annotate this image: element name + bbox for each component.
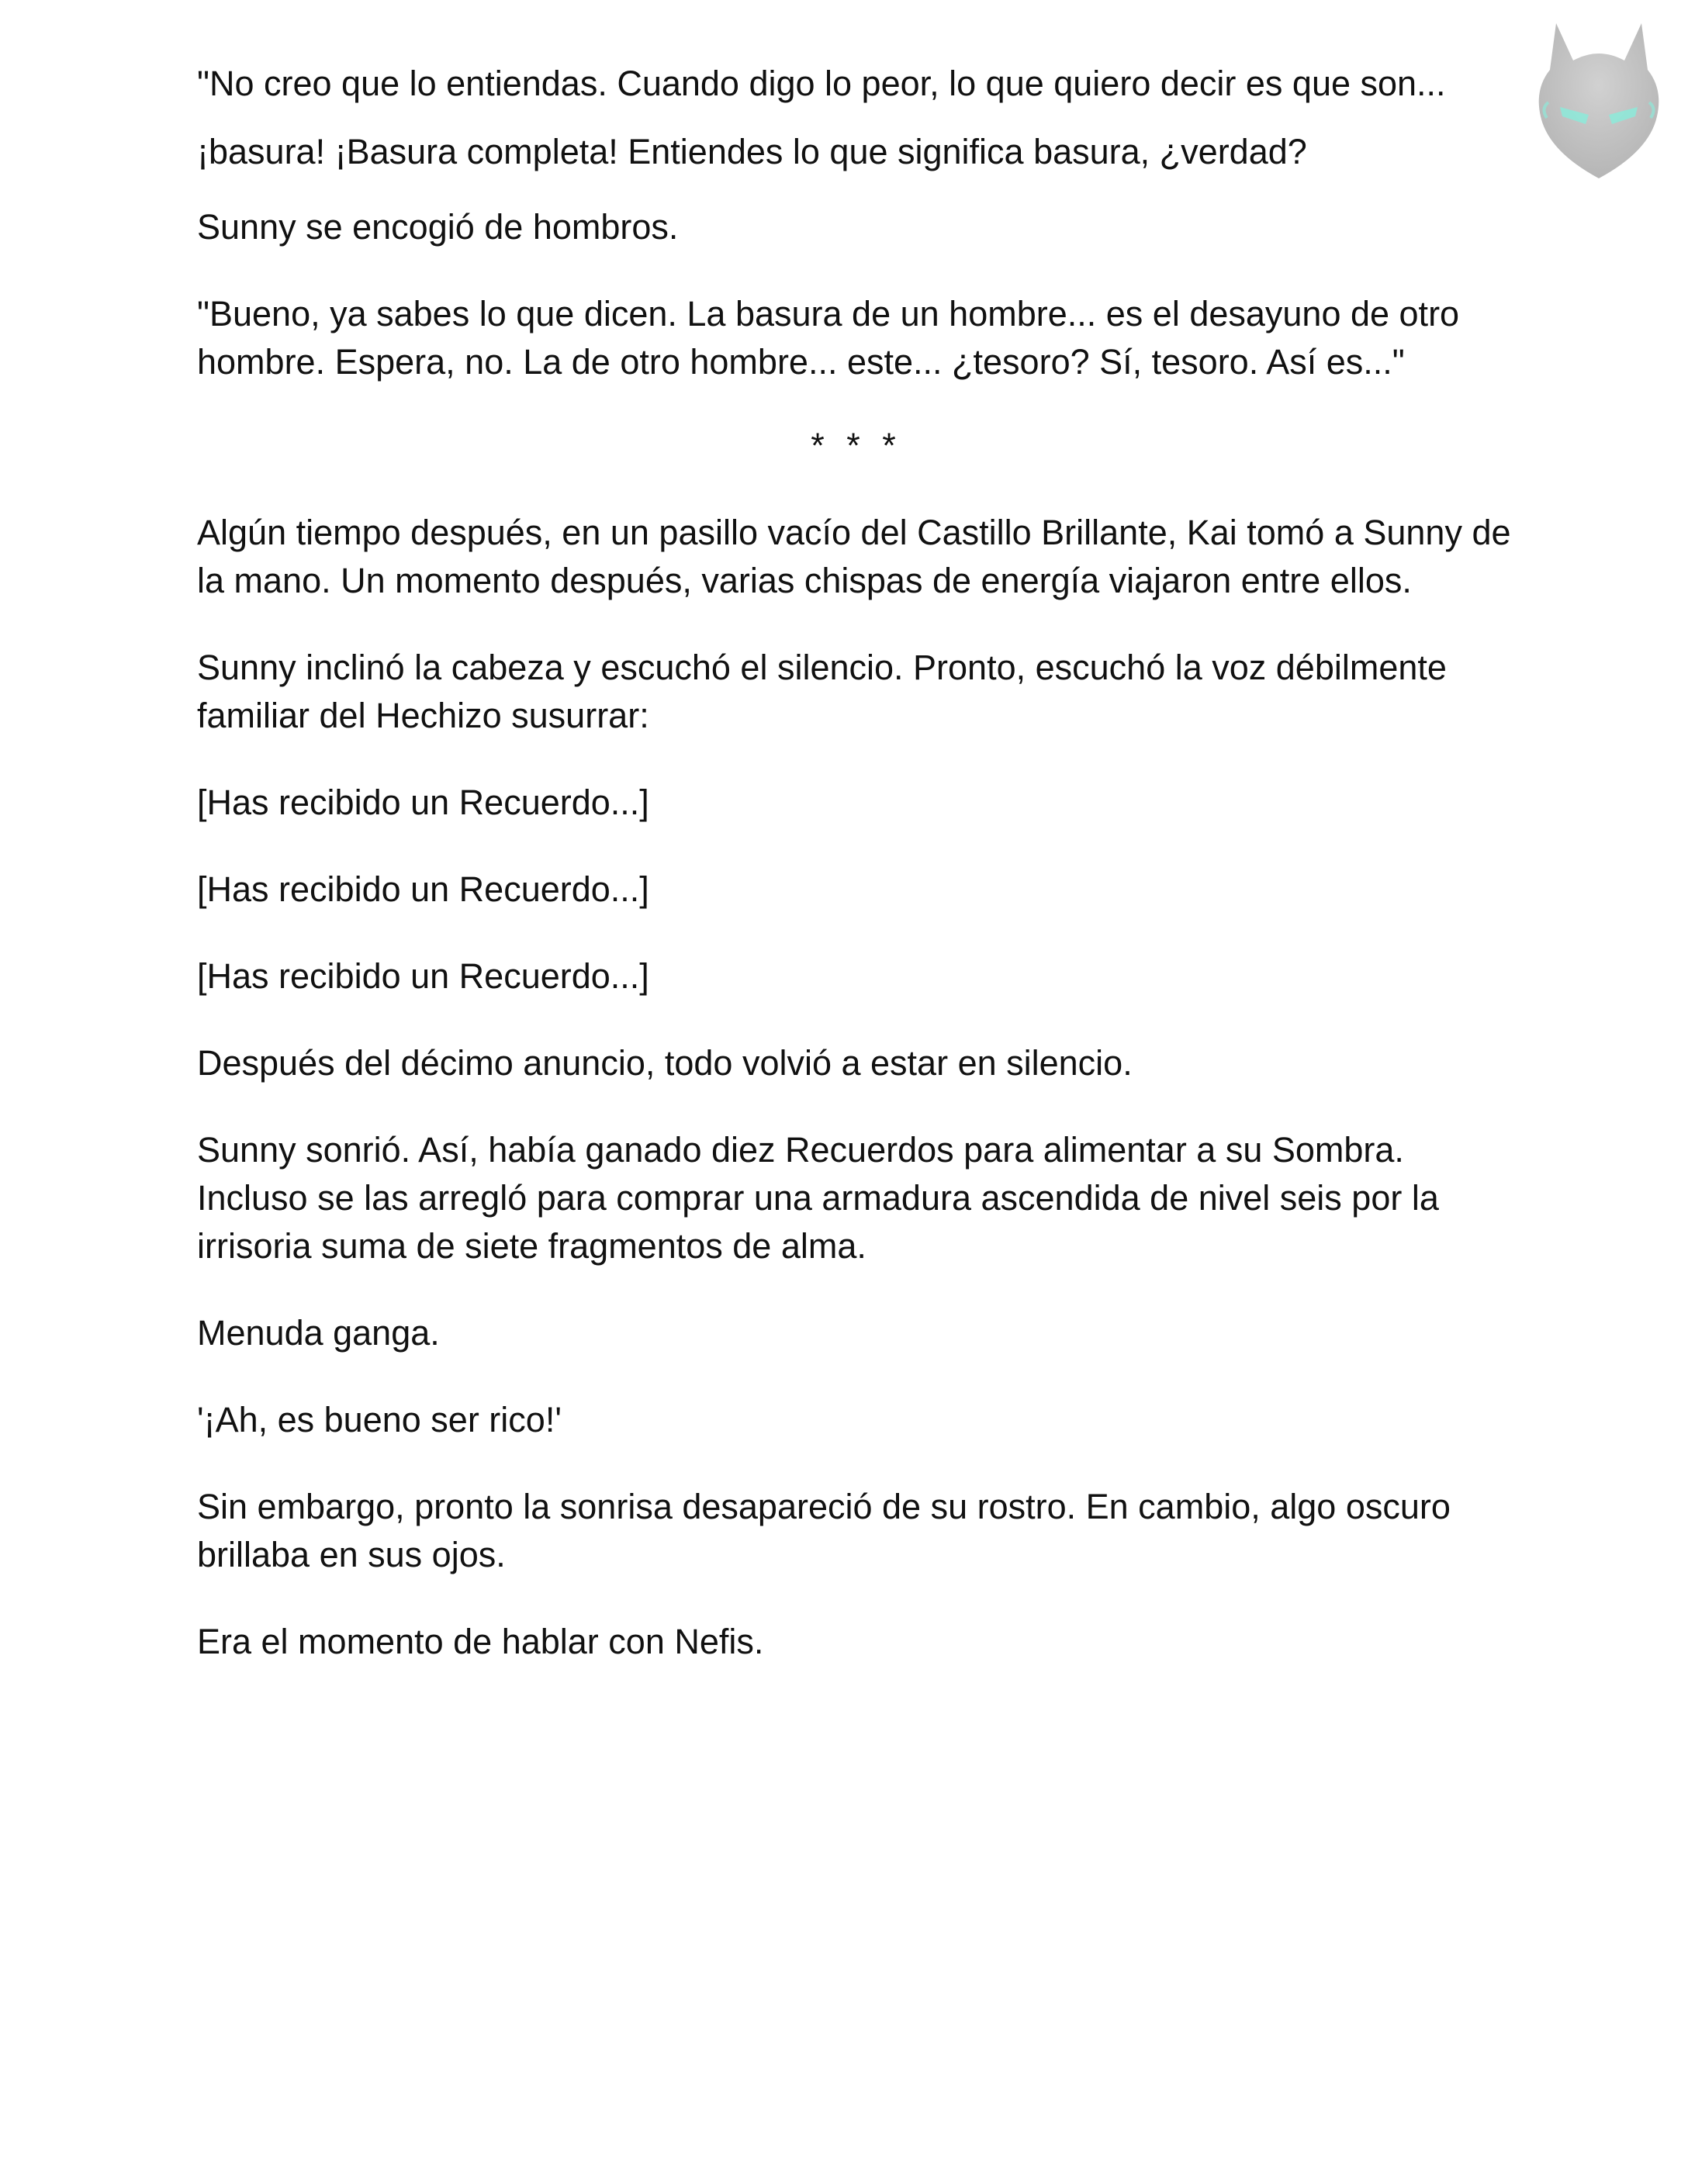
paragraph: Menuda ganga. <box>197 1313 440 1353</box>
paragraph: '¡Ah, es bueno ser rico!' <box>197 1400 562 1439</box>
document-body <box>197 50 1516 1666</box>
paragraph: "No creo que lo entiendas. Cuando digo lo peor, lo que quiero decir es que son... ¡basura! ¡Basura completa! Entiendes lo que significa basura, ¿verdad? <box>197 64 1446 171</box>
paragraph: "Bueno, ya sabes lo que dicen. La basura de un hombre... es el desayuno de otro hombre. Espera, no. La de otro hombre... este... ¿tesoro? Sí, tesoro. Así es..." <box>197 294 1460 382</box>
paragraph: Sunny inclinó la cabeza y escuchó el silencio. Pronto, escuchó la voz débilmente familiar del Hechizo susurrar: <box>197 648 1447 735</box>
demon-head-icon <box>1525 16 1672 182</box>
paragraph: Sin embargo, pronto la sonrisa desapareció de su rostro. En cambio, algo oscuro brillaba en sus ojos. <box>197 1487 1451 1574</box>
paragraph: Era el momento de hablar con Nefis. <box>197 1622 764 1661</box>
paragraph: Después del décimo anuncio, todo volvió a estar en silencio. <box>197 1043 1133 1083</box>
paragraph: [Has recibido un Recuerdo...] <box>197 869 649 909</box>
paragraph: Sunny se encogió de hombros. <box>197 207 679 247</box>
scene-separator: * * * <box>811 426 902 465</box>
paragraph: [Has recibido un Recuerdo...] <box>197 783 649 822</box>
paragraph: Sunny sonrió. Así, había ganado diez Recuerdos para alimentar a su Sombra. Incluso se las arregló para comprar una armadura ascendida de nivel seis por la irrisoria suma de siete fragmentos de alma. <box>197 1130 1439 1266</box>
paragraph: Algún tiempo después, en un pasillo vacío del Castillo Brillante, Kai tomó a Sunny de la mano. Un momento después, varias chispas de energía viajaron entre ellos. <box>197 513 1511 600</box>
paragraph: [Has recibido un Recuerdo...] <box>197 956 649 996</box>
